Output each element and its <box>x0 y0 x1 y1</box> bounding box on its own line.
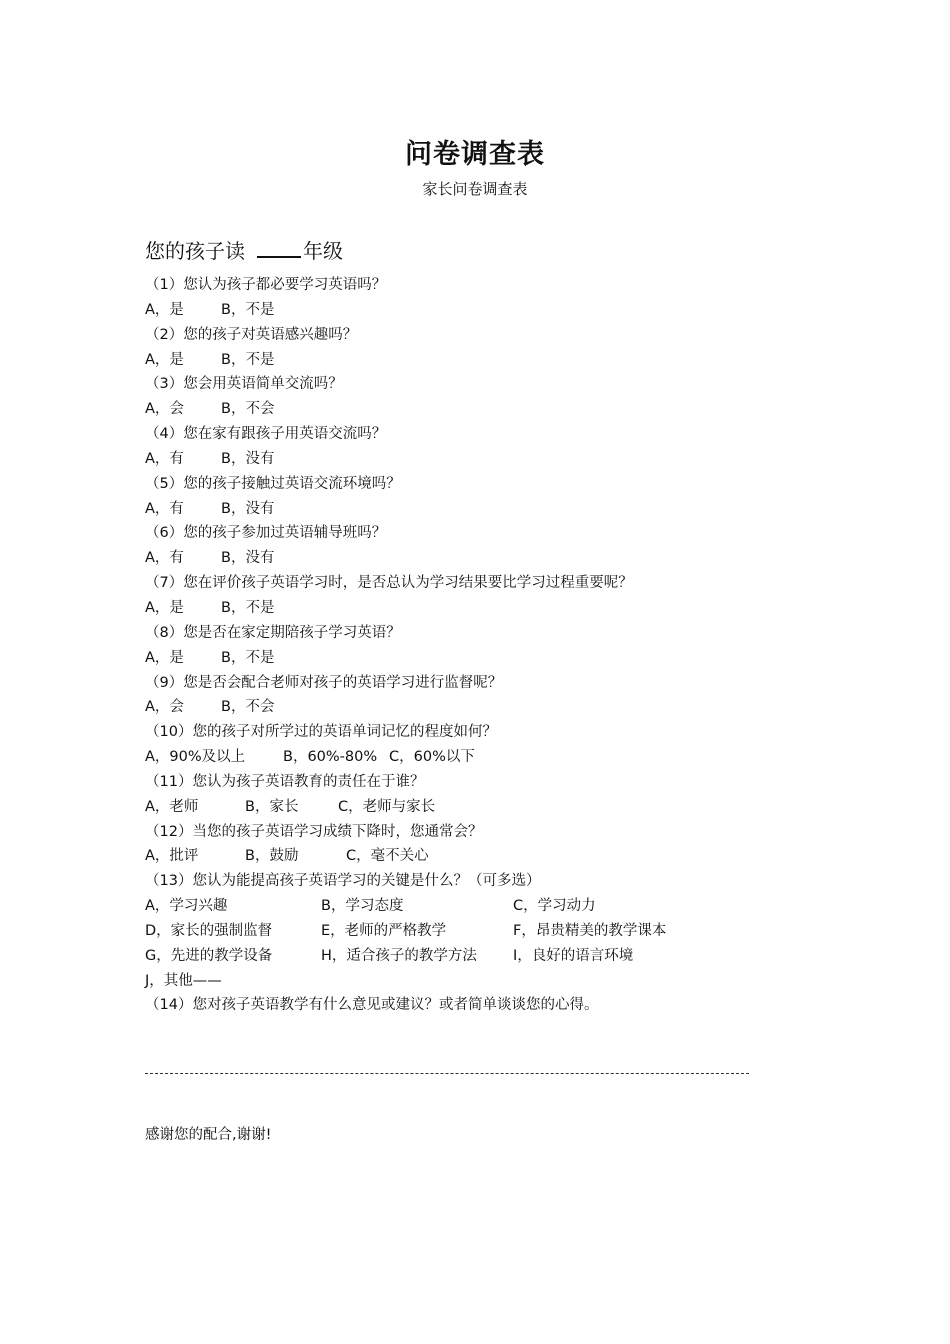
answer-option[interactable]: C，60%以下 <box>389 749 475 766</box>
answer-option[interactable]: B，60%-80% <box>283 749 378 766</box>
question-text: （7）您在评价孩子英语学习时，是否总认为学习结果要比学习过程重要呢？ <box>145 575 633 592</box>
option-row <box>145 348 825 373</box>
answer-option[interactable]: A，会 <box>145 699 184 716</box>
answer-option[interactable]: A，90%及以上 <box>145 749 246 766</box>
grade-line <box>145 235 343 264</box>
question-text: （13）您认为能提高孩子英语学习的关键是什么？（可多选） <box>145 873 541 890</box>
answer-option[interactable]: J，其他—— <box>145 972 222 989</box>
answer-option[interactable]: B，不是 <box>221 301 275 318</box>
answer-option[interactable]: G，先进的教学设备 <box>145 947 273 964</box>
answer-option[interactable]: B，家长 <box>245 798 299 815</box>
question-text: （1）您认为孩子都必要学习英语吗？ <box>145 277 387 293</box>
question-text: （6）您的孩子参加过英语辅导班吗？ <box>145 525 387 542</box>
answer-option[interactable]: A，有 <box>145 550 184 567</box>
option-row <box>145 745 825 770</box>
question-text: （8）您是否在家定期陪孩子学习英语？ <box>145 624 401 641</box>
grade-prefix: 您的孩子读 <box>145 239 245 263</box>
page-title: 问卷调查表 <box>405 139 545 170</box>
question-list <box>145 273 825 1018</box>
answer-option[interactable]: A，批评 <box>145 848 199 865</box>
answer-option[interactable]: B，鼓励 <box>245 848 299 865</box>
answer-option[interactable]: D，家长的强制监督 <box>145 922 273 939</box>
question-text: （10）您的孩子对所学过的英语单词记忆的程度如何？ <box>145 724 497 741</box>
answer-option[interactable]: A，是 <box>145 599 184 616</box>
answer-option[interactable]: B，学习态度 <box>321 898 404 915</box>
question-text: （5）您的孩子接触过英语交流环境吗？ <box>145 475 401 492</box>
answer-option[interactable]: A，是 <box>145 649 184 666</box>
answer-option[interactable]: H，适合孩子的教学方法 <box>321 947 477 964</box>
answer-option[interactable]: F，昂贵精美的教学课本 <box>513 922 667 939</box>
answer-option[interactable]: B，不是 <box>221 599 275 616</box>
answer-option[interactable]: I，良好的语言环境 <box>513 947 634 964</box>
answer-option[interactable]: B，不是 <box>221 351 275 368</box>
question-text: （4）您在家有跟孩子用英语交流吗？ <box>145 426 387 443</box>
question-text: （14）您对孩子英语教学有什么意见或建议？或者简单谈谈您的心得。 <box>145 997 599 1014</box>
answer-option[interactable]: B，不会 <box>221 401 275 418</box>
question-text: （9）您是否会配合老师对孩子的英语学习进行监督呢？ <box>145 674 503 691</box>
option-row <box>145 298 825 323</box>
thanks-text: 感谢您的配合,谢谢! <box>145 1127 272 1143</box>
option-row <box>145 546 825 571</box>
option-row <box>145 969 825 994</box>
question-text: （12）当您的孩子英语学习成绩下降时，您通常会？ <box>145 823 483 840</box>
answer-option[interactable]: A，老师 <box>145 798 199 815</box>
answer-option[interactable]: A，是 <box>145 301 184 318</box>
question-text: （3）您会用英语简单交流吗？ <box>145 376 343 393</box>
answer-option[interactable]: C，老师与家长 <box>338 798 436 815</box>
answer-option[interactable]: A，有 <box>145 500 184 517</box>
answer-option[interactable]: B，没有 <box>221 450 275 467</box>
option-row <box>145 397 825 422</box>
answer-option[interactable]: C，学习动力 <box>513 898 596 915</box>
answer-option[interactable]: A，是 <box>145 351 184 368</box>
option-row <box>145 596 825 621</box>
option-row <box>145 919 825 944</box>
answer-option[interactable]: A，有 <box>145 450 184 467</box>
option-row <box>145 795 825 820</box>
answer-option[interactable]: B，没有 <box>221 550 275 567</box>
answer-option[interactable]: B，不是 <box>221 649 275 666</box>
option-row <box>145 447 825 472</box>
answer-option[interactable]: E，老师的严格教学 <box>321 922 447 939</box>
option-row <box>145 695 825 720</box>
answer-option[interactable]: A，学习兴趣 <box>145 898 228 915</box>
option-row <box>145 646 825 671</box>
grade-suffix: 年级 <box>303 239 343 263</box>
page-subtitle: 家长问卷调查表 <box>422 180 528 198</box>
answer-option[interactable]: B，不会 <box>221 699 275 716</box>
option-row <box>145 944 825 969</box>
answer-option[interactable]: B，没有 <box>221 500 275 517</box>
dashed-divider <box>145 1073 749 1074</box>
option-row <box>145 894 825 919</box>
grade-blank[interactable] <box>257 238 301 258</box>
answer-option[interactable]: A，会 <box>145 401 184 418</box>
option-row <box>145 497 825 522</box>
question-text: （11）您认为孩子英语教育的责任在于谁？ <box>145 773 425 790</box>
question-text: （2）您的孩子对英语感兴趣吗？ <box>145 326 358 343</box>
option-row <box>145 844 825 869</box>
answer-option[interactable]: C，毫不关心 <box>346 848 429 865</box>
